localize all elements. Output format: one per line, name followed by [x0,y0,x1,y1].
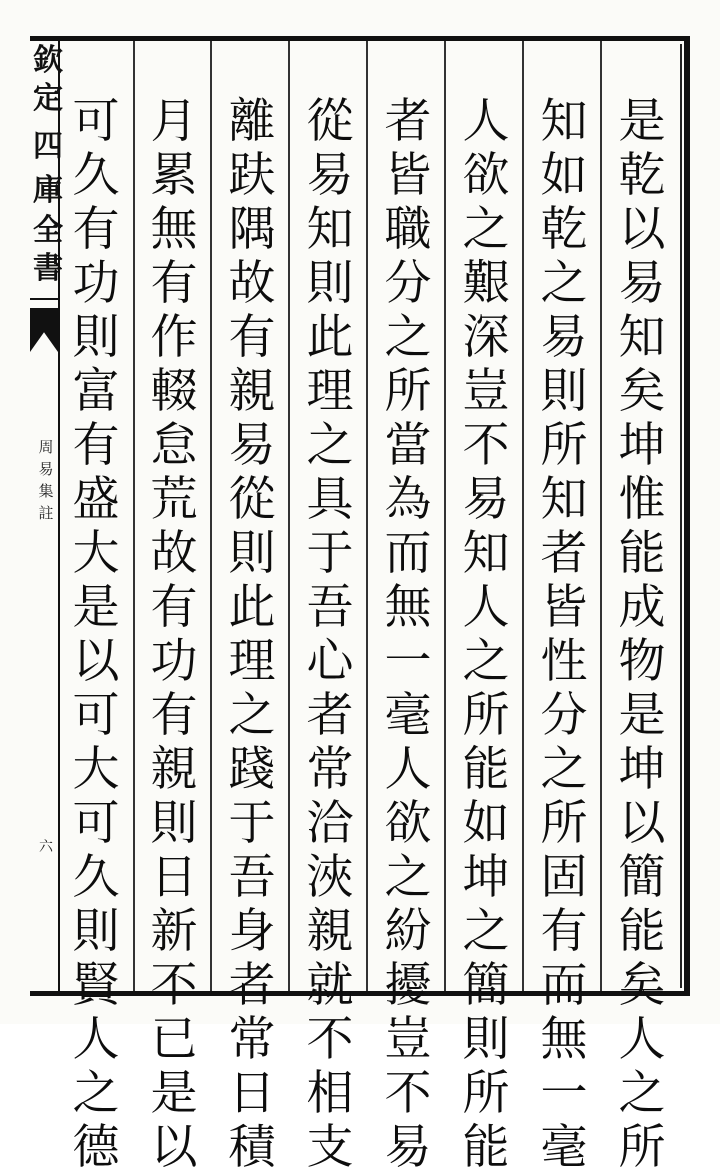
text-column: 人 欲 之 艱 深 豈 不 易 知 人 之 所 能 如 坤 之 簡 則 所 能 [462,94,510,1175]
text-column: 者 皆 職 分 之 所 當 為 而 無 一 毫 人 欲 之 紛 擾 豈 不 易 [384,94,432,1175]
spine-book-char: 註 [38,504,54,522]
folio-number: 六 [39,839,53,855]
spine-book-char: 集 [38,482,54,500]
column-rule [133,41,135,991]
text-column: 從 易 知 則 此 理 之 具 于 吾 心 者 常 洽 浹 親 就 不 相 支 [306,94,354,1175]
text-column: 月 累 無 有 作 輟 怠 荒 故 有 功 有 親 則 日 新 不 已 是 以 [150,94,198,1175]
column-rule [444,41,446,991]
spine-title-char: 定 [33,81,63,116]
spine-rule [30,298,58,300]
spine-title-char: 書 [33,251,63,286]
fishtail-mark [30,308,58,352]
text-column: 可 久 有 功 則 富 有 盛 大 是 以 可 大 可 久 則 賢 人 之 德 [72,94,120,1175]
text-column: 是 乾 以 易 知 矣 坤 惟 能 成 物 是 坤 以 簡 能 矣 人 之 所 [618,94,666,1175]
column-rule [522,41,524,991]
text-column: 知 如 乾 之 易 則 所 知 者 皆 性 分 之 所 固 有 而 無 一 毫 [540,94,588,1175]
spine-title-char: 庫 [33,173,63,208]
column-rule [210,41,212,991]
text-column: 離 趺 隅 故 有 親 易 從 則 此 理 之 踐 于 吾 身 者 常 日 積 [228,94,276,1175]
spine-title-char: 欽 [33,43,63,78]
spine-book-char: 易 [38,460,54,478]
spine [30,36,63,996]
column-rule [600,41,602,991]
column-rule [288,41,290,991]
frame-inner-rule [680,44,682,988]
spine-title-char: 四 [33,129,63,164]
spine-book-char: 周 [38,438,54,456]
spine-title-char: 全 [33,213,63,248]
column-rule [366,41,368,991]
